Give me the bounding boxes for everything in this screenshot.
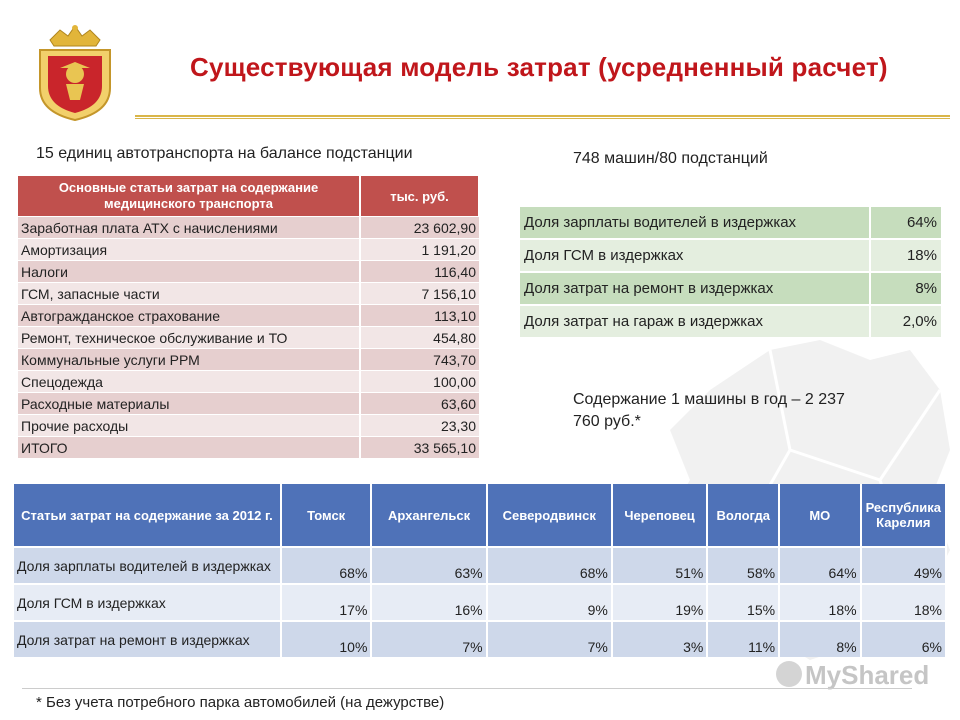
regions-table-header [14,484,946,547]
table-row [14,621,946,657]
coat-of-arms-icon [34,22,116,122]
share-label: Доля затрат на гараж в издержках [520,305,870,337]
regions-cell: 6% [861,621,946,657]
cost-value: 33 565,10 [360,437,479,459]
regions-cell: 51% [612,547,707,584]
regions-header-vologda: Вологда [707,484,779,547]
table-row [520,272,941,305]
regions-table [14,484,947,657]
regions-row-label: Доля зарплаты водителей в издержках [14,547,281,584]
share-value: 2,0% [870,305,941,337]
regions-cell: 16% [371,584,486,621]
cost-label: Расходные материалы [18,393,360,415]
table-row [18,415,479,437]
regions-cell: 8% [779,621,861,657]
cost-label: Прочие расходы [18,415,360,437]
regions-header-mo: МО [779,484,861,547]
cost-label: Налоги [18,261,360,283]
regions-cell: 17% [281,584,372,621]
cost-label: Автогражданское страхование [18,305,360,327]
cost-value: 7 156,10 [360,283,479,305]
regions-cell: 58% [707,547,779,584]
regions-cell: 19% [612,584,707,621]
table-row [14,584,946,621]
share-label: Доля затрат на ремонт в издержках [520,272,870,305]
table-row [18,239,479,261]
regions-cell: 18% [779,584,861,621]
table-row [18,305,479,327]
footnote-divider [22,688,912,689]
cost-label: ИТОГО [18,437,360,459]
table-row [14,547,946,584]
cost-value: 100,00 [360,371,479,393]
cars-caption: 748 машин/80 подстанций [573,150,768,167]
table-row [520,239,941,272]
regions-cell: 10% [281,621,372,657]
title-divider [135,115,950,119]
cost-value: 1 191,20 [360,239,479,261]
regions-cell: 15% [707,584,779,621]
cost-value: 23 602,90 [360,217,479,239]
cost-label: Амортизация [18,239,360,261]
regions-header-items: Статьи затрат на содержание за 2012 г. [14,484,281,547]
share-value: 18% [870,239,941,272]
cost-label: Коммунальные услуги РРМ [18,349,360,371]
page-title: Существующая модель затрат (усредненный расчет) [190,52,888,82]
table-row [18,327,479,349]
regions-row-label: Доля ГСМ в издержках [14,584,281,621]
regions-cell: 63% [371,547,486,584]
cost-label: Заработная плата АТХ с начислениями [18,217,360,239]
brand-watermark: MyShared [805,660,930,690]
regions-cell: 68% [281,547,372,584]
table-row [18,261,479,283]
cost-value: 63,60 [360,393,479,415]
table-row [18,393,479,415]
cost-header-units: тыс. руб. [360,176,479,217]
regions-cell: 18% [861,584,946,621]
cost-label: Спецодежда [18,371,360,393]
fleet-caption: 15 единиц автотранспорта на балансе подстанции [36,145,413,162]
table-row [520,305,941,337]
regions-cell: 7% [487,621,612,657]
cost-value: 454,80 [360,327,479,349]
regions-header-tomsk: Томск [281,484,372,547]
regions-header-severodvinsk: Северодвинск [487,484,612,547]
share-label: Доля зарплаты водителей в издержках [520,206,870,239]
share-table [520,205,941,337]
share-value: 64% [870,206,941,239]
regions-cell: 9% [487,584,612,621]
cost-value: 23,30 [360,415,479,437]
regions-header-karelia: Республика Карелия [861,484,946,547]
table-row [18,349,479,371]
regions-cell: 3% [612,621,707,657]
cost-value: 116,40 [360,261,479,283]
regions-cell: 11% [707,621,779,657]
regions-cell: 7% [371,621,486,657]
footnote: * Без учета потребного парка автомобилей (на дежурстве) [36,694,445,711]
cost-label: Ремонт, техническое обслуживание и ТО [18,327,360,349]
cost-table-header [18,176,479,217]
share-value: 8% [870,272,941,305]
regions-cell: 64% [779,547,861,584]
regions-cell: 49% [861,547,946,584]
regions-header-arkhangelsk: Архангельск [371,484,486,547]
table-row [18,217,479,239]
cost-table [18,176,480,458]
cost-value: 113,10 [360,305,479,327]
table-row [520,206,941,239]
cost-value: 743,70 [360,349,479,371]
annual-cost-caption: Содержание 1 машины в год – 2 237 760 руб.* [573,391,845,430]
regions-cell: 68% [487,547,612,584]
regions-row-label: Доля затрат на ремонт в издержках [14,621,281,657]
table-row [18,371,479,393]
regions-header-cherepovets: Череповец [612,484,707,547]
cost-header-items: Основные статьи затрат на содержание медицинского транспорта [18,176,360,217]
table-row [18,283,479,305]
cost-label: ГСМ, запасные части [18,283,360,305]
table-row-total [18,437,479,459]
share-label: Доля ГСМ в издержках [520,239,870,272]
brand-watermark-icon [776,661,802,687]
